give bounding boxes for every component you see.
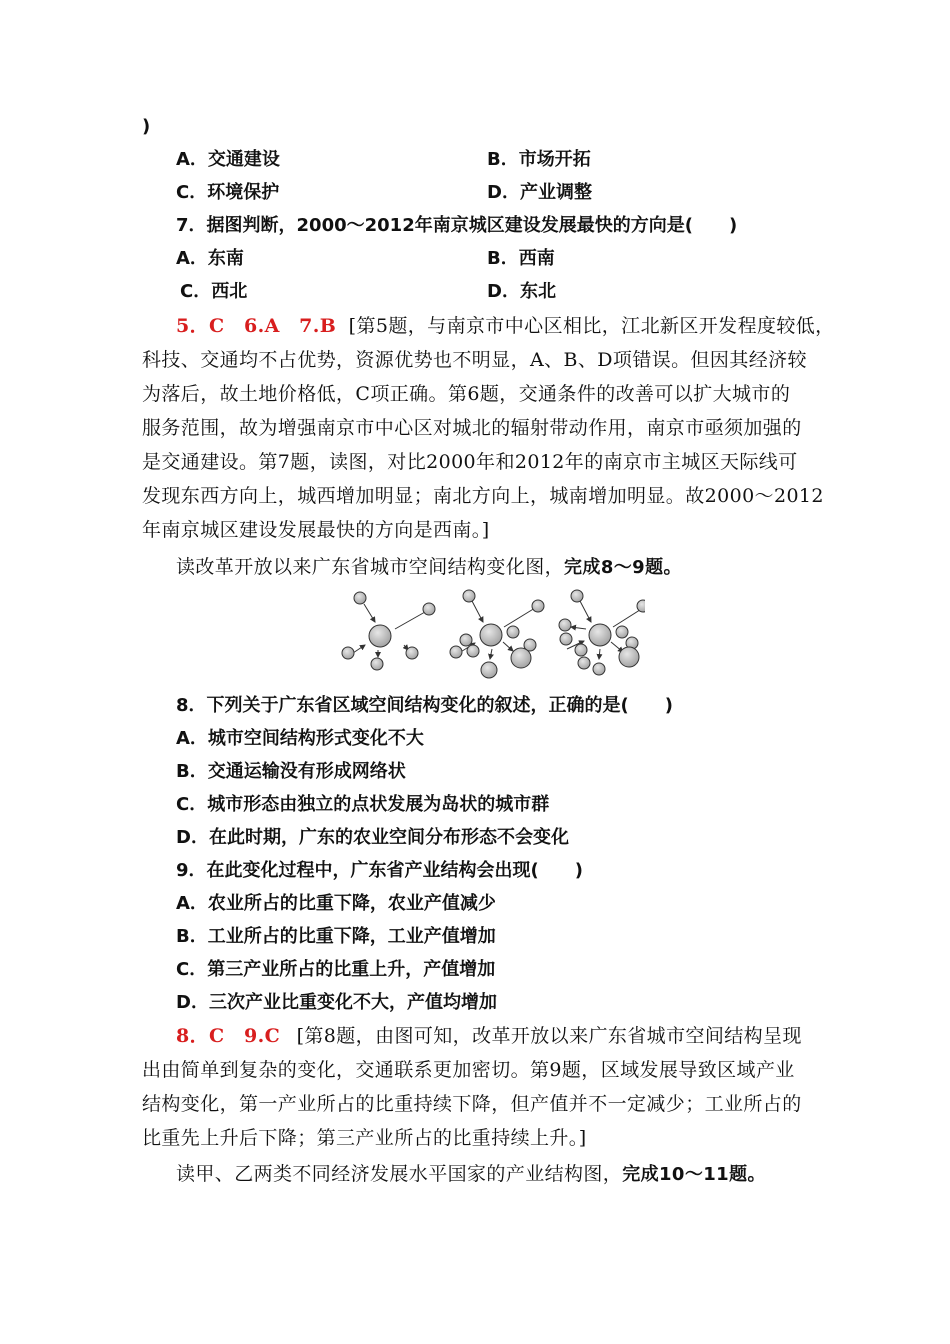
answer-5-7-line: 服务范围，故为增强南京市中心区对城北的辐射带动作用，南京市亟须加强的 xyxy=(142,417,802,439)
answer-5-7-line: 科技、交通均不占优势，资源优势也不明显，A、B、D项错误。但因其经济较 xyxy=(142,349,807,371)
q9-option-a: A．农业所占的比重下降，农业产值减少 xyxy=(176,893,496,914)
answer-8-9-line: 结构变化，第一产业所占的比重持续下降，但产值并不一定减少；工业所占的 xyxy=(142,1093,802,1115)
q7-stem: 7．据图判断，2000～2012年南京城区建设发展最快的方向是( ) xyxy=(176,215,738,236)
city-structure-diagram xyxy=(335,585,645,685)
answer-5-7-line: [第5题，与南京市中心区相比，江北新区开发程度较低， xyxy=(348,315,835,337)
answer-5-7-line: 年南京城区建设发展最快的方向是西南。] xyxy=(142,519,490,541)
answer-8-9-key: 8．C 9.C xyxy=(176,1025,281,1047)
answer-5-7-first-line xyxy=(176,311,835,341)
answer-5-7-key: 5．C 6.A 7.B xyxy=(176,315,337,337)
q6-option-d: D．产业调整 xyxy=(487,182,592,203)
answer-5-7-line: 发现东西方向上，城西增加明显；南北方向上，城南增加明显。故2000～2012 xyxy=(142,485,824,507)
intro-10-11-text: 读甲、乙两类不同经济发展水平国家的产业结构图， xyxy=(176,1163,623,1185)
intro-10-11 xyxy=(176,1159,766,1190)
q9-option-b: B．工业所占的比重下降，工业产值增加 xyxy=(176,926,496,947)
q8-option-b: B．交通运输没有形成网络状 xyxy=(176,761,406,782)
intro-10-11-bold: 完成10～11题。 xyxy=(622,1164,766,1185)
q6-option-a: A．交通建设 xyxy=(176,149,280,170)
q8-stem: 8．下列关于广东省区域空间结构变化的叙述，正确的是( ) xyxy=(176,695,673,716)
intro-8-9-text: 读改革开放以来广东省城市空间结构变化图， xyxy=(176,556,565,578)
q7-option-c: C．西北 xyxy=(180,281,248,302)
stage-3-diagram xyxy=(559,590,645,675)
answer-8-9-line: 出由简单到复杂的变化，交通联系更加密切。第9题，区域发展导致区域产业 xyxy=(142,1059,795,1081)
answer-8-9-line: [第8题，由图可知，改革开放以来广东省城市空间结构呈现 xyxy=(296,1025,802,1047)
q8-option-d: D．在此时期，广东的农业空间分布形态不会变化 xyxy=(176,827,569,848)
q7-option-d: D．东北 xyxy=(487,281,556,302)
stage-1-diagram xyxy=(342,592,435,670)
answer-8-9-line: 比重先上升后下降；第三产业所占的比重持续上升。] xyxy=(142,1127,587,1149)
answer-8-9-first-line xyxy=(176,1021,802,1051)
q9-option-d: D．三次产业比重变化不大，产值均增加 xyxy=(176,992,497,1013)
q6-option-b: B．市场开拓 xyxy=(487,149,591,170)
q8-option-c: C．城市形态由独立的点状发展为岛状的城市群 xyxy=(176,794,550,815)
q7-option-b: B．西南 xyxy=(487,248,555,269)
q7-option-a: A．东南 xyxy=(176,248,244,269)
answer-5-7-line: 是交通建设。第7题，读图，对比2000年和2012年的南京市主城区天际线可 xyxy=(142,451,798,473)
q6-stem-tail: ) xyxy=(142,116,151,137)
answer-5-7-line: 为落后，故土地价格低，C项正确。第6题，交通条件的改善可以扩大城市的 xyxy=(142,383,791,405)
q6-option-c: C．环境保护 xyxy=(176,182,280,203)
q9-option-c: C．第三产业所占的比重上升，产值增加 xyxy=(176,959,496,980)
q8-option-a: A．城市空间结构形式变化不大 xyxy=(176,728,424,749)
intro-8-9-bold: 完成8～9题。 xyxy=(564,557,682,578)
stage-2-diagram xyxy=(450,590,544,678)
q9-stem: 9．在此变化过程中，广东省产业结构会出现( ) xyxy=(176,860,583,881)
intro-8-9 xyxy=(176,552,682,583)
